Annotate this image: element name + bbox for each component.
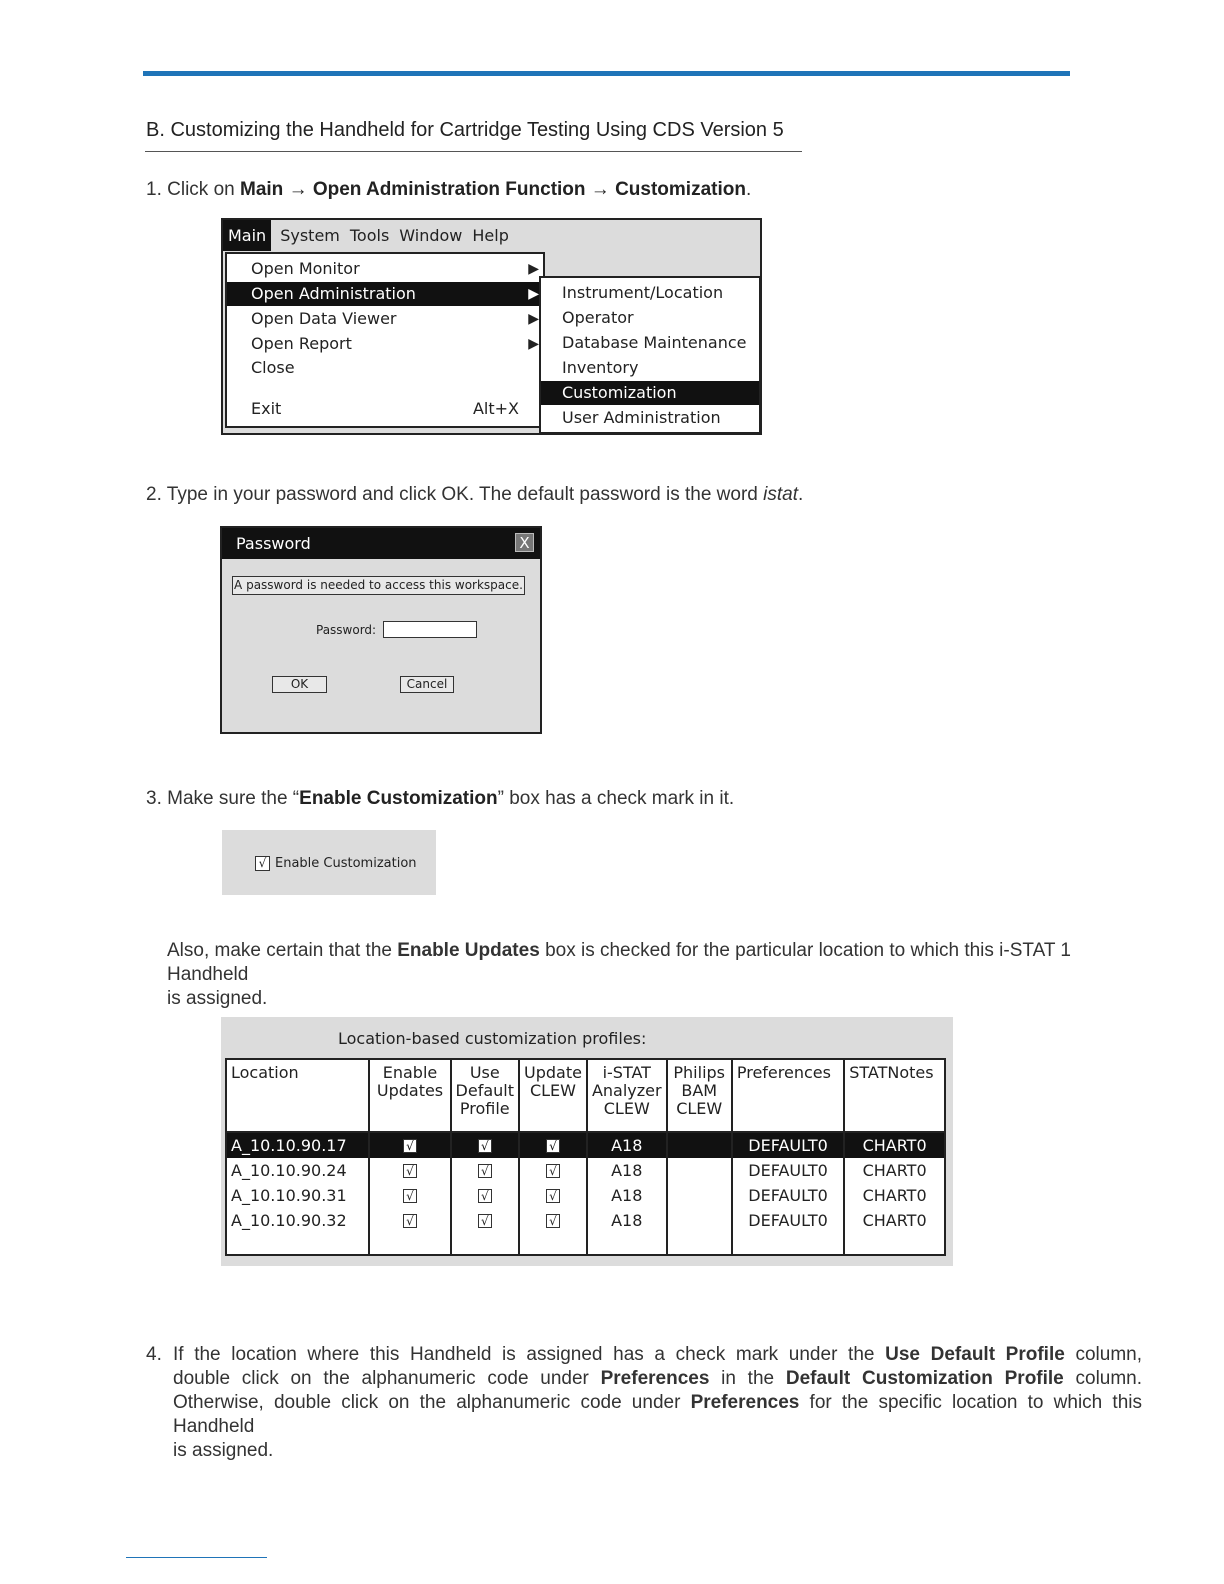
col-header-istat-analyzer-clew[interactable] [587,1059,667,1132]
step-emphasis: Preferences [690,1392,800,1413]
period: . [745,179,752,200]
enable-updates-checkbox[interactable]: √ [403,1139,417,1153]
submenu-item-operator[interactable] [541,306,759,330]
menu-item-open-administration[interactable] [227,282,543,306]
cell-location[interactable]: A_10.10.90.17 [226,1132,369,1158]
paragraph-line [167,939,1157,987]
empty-cell [519,1233,587,1255]
menu-item-label: Open Monitor [251,259,360,278]
cell-location[interactable]: A_10.10.90.32 [226,1208,369,1233]
update-clew-checkbox[interactable]: √ [546,1214,560,1228]
cell-philips-bam-clew[interactable] [667,1208,732,1233]
menu-screenshot [221,218,762,435]
arrow-icon: → [288,179,308,200]
administration-submenu [539,276,761,434]
cell-location[interactable]: A_10.10.90.24 [226,1158,369,1183]
cell-location[interactable]: A_10.10.90.31 [226,1183,369,1208]
step-text: Click on [167,179,235,200]
step-3 [146,787,734,811]
main-dropdown [225,252,545,428]
heading-underline [145,151,802,152]
close-icon[interactable]: X [515,533,534,552]
cell-statnotes[interactable]: CHART0 [844,1183,945,1208]
empty-cell [587,1233,667,1255]
submenu-item-customization[interactable] [541,381,759,405]
header-label: Preferences [736,1063,831,1082]
cancel-button[interactable]: Cancel [400,676,454,693]
step-4-line-3 [146,1391,1142,1439]
menu-main[interactable]: Main [223,220,271,251]
cell-statnotes[interactable]: CHART0 [844,1132,945,1158]
submenu-label: Database Maintenance [562,333,747,352]
cell-update-clew [519,1208,587,1233]
header-label: Use Default Profile [455,1063,514,1118]
empty-cell [667,1233,732,1255]
use-default-profile-checkbox[interactable]: √ [478,1189,492,1203]
enable-updates-checkbox[interactable]: √ [403,1189,417,1203]
paragraph-line: is assigned. [167,988,268,1009]
arrow-icon: → [590,179,610,200]
submenu-item-inventory[interactable] [541,356,759,380]
menu-system[interactable]: System [280,226,340,245]
header-label: Update CLEW [524,1063,582,1100]
step-4-line-4: is assigned. [173,1440,274,1461]
step-4-line-2 [146,1367,1142,1391]
submenu-arrow-icon: ▶ [528,336,539,352]
submenu-label: Customization [562,383,677,402]
submenu-arrow-icon: ▶ [528,261,539,277]
step-number: 3. [146,788,162,809]
cell-statnotes[interactable]: CHART0 [844,1158,945,1183]
paragraph-emphasis: Enable Updates [397,940,540,961]
header-label: Philips BAM CLEW [673,1063,726,1118]
step-4-line [146,1343,1142,1367]
cell-enable-updates [369,1132,450,1158]
use-default-profile-checkbox[interactable]: √ [478,1139,492,1153]
step-number: 2. [146,484,162,505]
header-label: i-STAT Analyzer CLEW [591,1063,662,1118]
password-input[interactable] [383,621,477,638]
step-text: for the specific location to which this Handheld [173,1392,1142,1437]
table-row[interactable] [226,1208,945,1233]
submenu-arrow-icon: ▶ [528,286,539,302]
menu-tools[interactable]: Tools [349,226,390,245]
cell-preferences[interactable]: DEFAULT0 [732,1208,844,1233]
table-row[interactable] [226,1158,945,1183]
step-text: ” box has a check mark in it. [497,788,735,809]
empty-cell [451,1233,519,1255]
cell-preferences[interactable]: DEFAULT0 [732,1158,844,1183]
also-paragraph [167,939,1157,1011]
enable-customization-panel [222,830,436,895]
cell-preferences[interactable]: DEFAULT0 [732,1132,844,1158]
col-header-philips-bam-clew[interactable] [667,1059,732,1132]
submenu-label: Instrument/Location [562,283,724,302]
menu-item-open-report[interactable] [227,332,543,356]
cell-statnotes[interactable]: CHART0 [844,1208,945,1233]
menu-item-label: Open Report [251,334,352,353]
cell-update-clew [519,1183,587,1208]
menu-item-shortcut: Alt+X [472,399,519,418]
table-empty-row [226,1233,945,1255]
step-4-line-1 [173,1343,1142,1367]
cell-analyzer-clew[interactable]: A18 [587,1208,667,1233]
menu-window[interactable]: Window [399,226,463,245]
menu-item-label: Open Administration [251,284,416,303]
step-emphasis: Use Default Profile [885,1344,1065,1365]
submenu-item-instrument-location[interactable] [541,281,759,305]
use-default-profile-checkbox[interactable]: √ [478,1164,492,1178]
cell-philips-bam-clew[interactable] [667,1132,732,1158]
menu-item-label: Exit [251,399,282,418]
paragraph-text: Also, make certain that the [167,940,392,961]
empty-cell [226,1233,369,1255]
enable-updates-checkbox[interactable]: √ [403,1164,417,1178]
step-text: column. [1075,1368,1143,1389]
ok-button[interactable]: OK [272,676,327,693]
cell-update-clew [519,1158,587,1183]
cell-analyzer-clew[interactable]: A18 [587,1132,667,1158]
table-row[interactable] [226,1132,945,1158]
step-emphasis: Enable Customization [299,788,498,809]
cell-enable-updates [369,1158,450,1183]
menu-item-label: Open Data Viewer [251,309,397,328]
section-heading: B. Customizing the Handheld for Cartridge Testing Using CDS Version 5 [146,119,784,141]
empty-cell [732,1233,844,1255]
col-header-use-default-profile[interactable] [451,1059,519,1132]
location-profiles-panel [221,1017,953,1266]
empty-cell [369,1233,450,1255]
col-header-preferences[interactable] [732,1059,844,1132]
submenu-label: User Administration [562,408,721,427]
menu-item-close[interactable] [227,356,543,380]
password-label: Password: [316,623,377,637]
col-header-update-clew[interactable] [519,1059,587,1132]
step-emphasis: Preferences [600,1368,710,1389]
enable-customization-checkbox[interactable]: √ [255,856,270,871]
step-number: 1. [146,179,162,200]
menu-bar [223,220,514,251]
location-profiles-table [225,1058,946,1256]
step-text: If the location where this Handheld is assigned has a check mark under the [173,1344,875,1365]
menu-item-open-data-viewer[interactable] [227,307,543,331]
step-emphasis: Default Customization Profile [785,1368,1064,1389]
cell-analyzer-clew[interactable]: A18 [587,1158,667,1183]
dialog-title-bar [222,528,540,559]
menu-item-open-monitor[interactable] [227,257,543,281]
cell-enable-updates [369,1183,450,1208]
footer-rule [126,1557,267,1558]
step-text: Type in your password and click OK. The default password is the word [166,484,758,505]
submenu-label: Operator [562,308,634,327]
submenu-item-user-administration[interactable] [541,406,759,430]
step-text: Make sure the “ [167,788,300,809]
cell-analyzer-clew[interactable]: A18 [587,1183,667,1208]
step-text: column, [1075,1344,1142,1365]
menu-help[interactable]: Help [472,226,509,245]
step-emphasis: Open Administration Function [312,179,586,200]
update-clew-checkbox[interactable]: √ [546,1189,560,1203]
submenu-arrow-icon: ▶ [528,311,539,327]
period: . [798,484,804,505]
col-header-enable-updates[interactable] [369,1059,450,1132]
cell-use-default [451,1158,519,1183]
step-emphasis: Main [240,179,284,200]
step-4 [146,1343,1142,1463]
update-clew-checkbox[interactable]: √ [546,1164,560,1178]
enable-customization-label: Enable Customization [275,856,417,871]
submenu-label: Inventory [562,358,639,377]
header-label: Location [231,1063,299,1082]
step-text: Otherwise, double click on the alphanumeric code under [173,1392,681,1413]
cell-enable-updates [369,1208,450,1233]
step-text: double click on the alphanumeric code under [173,1368,589,1389]
step-number: 4. [146,1344,162,1365]
location-profiles-title: Location-based customization profiles: [338,1029,647,1048]
submenu-item-database-maintenance[interactable] [541,331,759,355]
step-text: in the [721,1368,775,1389]
table-row[interactable] [226,1183,945,1208]
password-dialog [220,526,542,734]
paragraph-text: box is checked for the particular location to which this i-STAT 1 Handheld [167,940,1071,985]
cell-philips-bam-clew[interactable] [667,1183,732,1208]
step-1 [146,178,751,202]
enable-updates-checkbox[interactable]: √ [403,1214,417,1228]
cell-preferences[interactable]: DEFAULT0 [732,1183,844,1208]
menu-item-label: Close [251,358,295,377]
use-default-profile-checkbox[interactable]: √ [478,1214,492,1228]
col-header-statnotes[interactable] [844,1059,945,1132]
header-label: STATNotes [849,1063,934,1082]
top-accent-bar [143,71,1070,76]
table-header-row [226,1059,945,1132]
cell-philips-bam-clew[interactable] [667,1158,732,1183]
menu-item-exit[interactable] [227,397,543,421]
header-label: Enable Updates [376,1063,444,1100]
empty-cell [844,1233,945,1255]
dialog-title: Password [236,534,311,553]
cell-use-default [451,1183,519,1208]
step-emphasis: Customization [615,179,746,200]
update-clew-checkbox[interactable]: √ [546,1139,560,1153]
step-emphasis: istat [763,484,798,505]
cell-use-default [451,1208,519,1233]
cell-use-default [451,1132,519,1158]
cell-update-clew [519,1132,587,1158]
col-header-location[interactable] [226,1059,369,1132]
password-message: A password is needed to access this workspace. [232,576,525,595]
step-2 [146,483,803,507]
